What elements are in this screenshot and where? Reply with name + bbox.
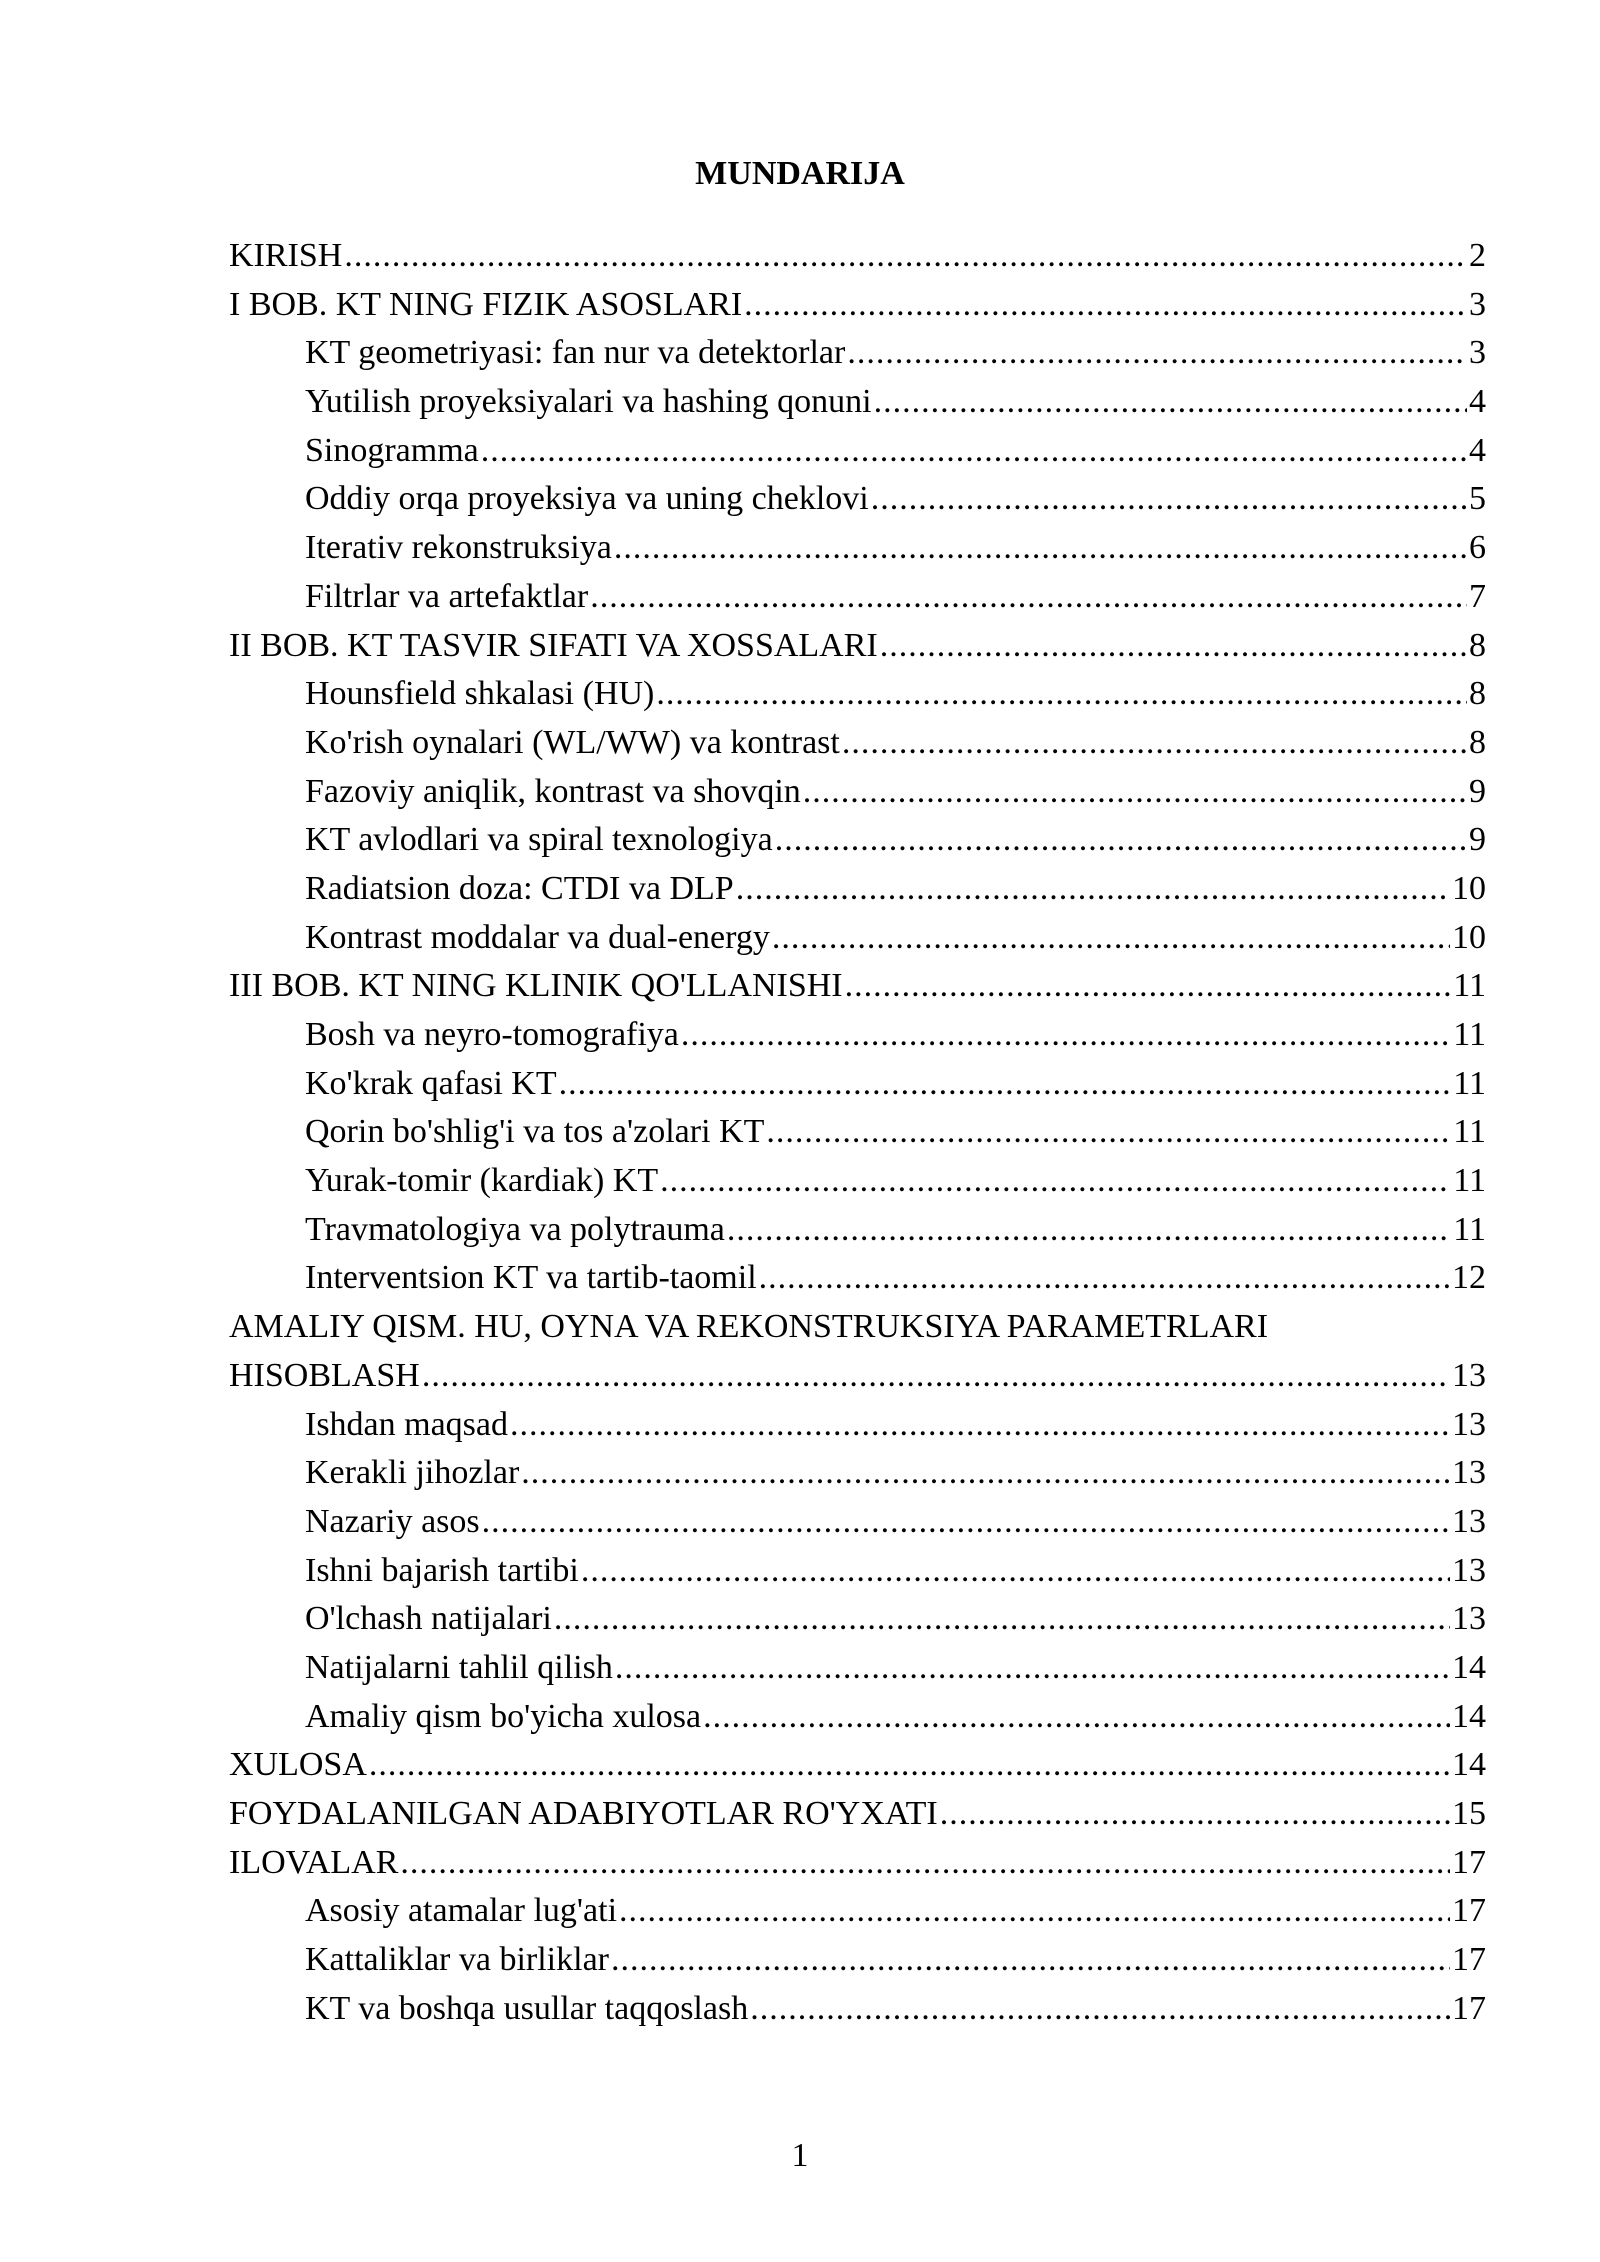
dot-leader xyxy=(803,768,1467,817)
dot-leader xyxy=(880,622,1467,671)
toc-entry-page-number: 8 xyxy=(1469,675,1486,713)
toc-entry-line xyxy=(305,1157,1486,1206)
toc-entry xyxy=(229,1547,1486,1596)
toc-entry xyxy=(229,1011,1486,1060)
dot-leader xyxy=(845,962,1452,1011)
toc-entry-line xyxy=(305,1060,1486,1109)
toc-entry-page-number: 12 xyxy=(1452,1259,1486,1297)
toc-entry-line xyxy=(305,329,1486,378)
toc-entry xyxy=(229,1936,1486,1985)
toc-entry-page-number: 2 xyxy=(1469,237,1486,274)
dot-leader xyxy=(772,914,1450,963)
dot-leader xyxy=(615,1644,1450,1693)
toc-entry-title: Ishdan maqsad xyxy=(305,1405,509,1443)
toc-entry xyxy=(229,1254,1486,1303)
dot-leader xyxy=(766,1108,1451,1157)
toc-entry-title: Filtrlar va artefaktlar xyxy=(305,577,589,615)
toc-entry-line xyxy=(305,524,1486,573)
toc-entry-line xyxy=(305,1936,1486,1985)
toc-entry-line xyxy=(229,1839,1486,1888)
toc-entry-line xyxy=(229,1790,1486,1839)
toc-entry-page-number: 13 xyxy=(1452,1356,1486,1394)
toc-entry-title: KT avlodlari va spiral texnologiya xyxy=(305,821,773,859)
toc-entry-page-number: 5 xyxy=(1469,480,1486,518)
toc-entry-page-number: 14 xyxy=(1452,1697,1486,1735)
toc-entry xyxy=(229,1060,1486,1109)
dot-leader xyxy=(842,719,1467,768)
dot-leader xyxy=(611,1936,1450,1985)
toc-entry-line xyxy=(229,1352,1486,1401)
toc-entry xyxy=(229,475,1486,524)
dot-leader xyxy=(554,1595,1450,1644)
toc-entry-line xyxy=(305,768,1486,817)
toc-entry-line xyxy=(229,962,1486,1011)
dot-leader xyxy=(656,670,1467,719)
toc-entry-page-number: 13 xyxy=(1452,1405,1486,1443)
toc-entry-page-number: 14 xyxy=(1452,1746,1486,1784)
toc-entry-title: HISOBLASH xyxy=(229,1356,420,1394)
toc-entry-line xyxy=(305,378,1486,427)
toc-entry xyxy=(229,573,1486,622)
toc-entry-title: Ko'rish oynalari (WL/WW) va kontrast xyxy=(305,723,840,761)
page-title: MUNDARIJA xyxy=(695,155,905,192)
toc-entry-page-number: 3 xyxy=(1469,334,1486,372)
dot-leader xyxy=(559,1060,1452,1109)
toc-entry-title: Iterativ rekonstruksiya xyxy=(305,529,612,567)
toc-entry-page-number: 14 xyxy=(1452,1648,1486,1686)
toc-entry-line xyxy=(305,670,1486,719)
toc-entry xyxy=(229,1157,1486,1206)
dot-leader xyxy=(750,1985,1450,2034)
toc-entry-line xyxy=(305,1595,1486,1644)
toc-entry-page-number: 6 xyxy=(1469,529,1486,567)
toc-entry-line xyxy=(305,1254,1486,1303)
dot-leader xyxy=(481,427,1467,476)
toc-entry-line xyxy=(305,573,1486,622)
dot-leader xyxy=(871,475,1467,524)
toc-entry xyxy=(229,427,1486,476)
toc-entry-title: Radiatsion doza: CTDI va DLP xyxy=(305,869,734,907)
dot-leader xyxy=(660,1157,1451,1206)
toc-entry xyxy=(229,281,1486,330)
toc-entry-title: ILOVALAR xyxy=(229,1843,399,1881)
toc-entry xyxy=(229,622,1486,671)
toc-entry xyxy=(229,1206,1486,1255)
toc-entry xyxy=(229,1595,1486,1644)
toc-entry-title: KIRISH xyxy=(229,237,343,274)
toc-entry-page-number: 17 xyxy=(1452,1989,1486,2027)
toc-entry xyxy=(229,719,1486,768)
toc-entry-title: Amaliy qism bo'yicha xulosa xyxy=(305,1697,702,1735)
toc-entry-line xyxy=(305,1498,1486,1547)
toc-entry xyxy=(229,914,1486,963)
toc-entry-title: Ishni bajarish tartibi xyxy=(305,1551,579,1589)
toc-entry-title: Asosiy atamalar lug'ati xyxy=(305,1892,618,1930)
toc-entry xyxy=(229,1303,1486,1400)
dot-leader xyxy=(521,1449,1450,1498)
toc-entry xyxy=(229,524,1486,573)
toc-entry-line xyxy=(229,232,1486,281)
dot-leader xyxy=(744,281,1467,330)
toc-entry-line xyxy=(229,1741,1486,1790)
toc-entry-page-number: 17 xyxy=(1452,1941,1486,1979)
dot-leader xyxy=(847,329,1467,378)
dot-leader xyxy=(369,1741,1450,1790)
toc-entry-page-number: 4 xyxy=(1469,383,1486,421)
toc-entry-page-number: 11 xyxy=(1453,1162,1486,1200)
toc-entry-title: Natijalarni tahlil qilish xyxy=(305,1648,613,1686)
toc-entry-title: I BOB. KT NING FIZIK ASOSLARI xyxy=(229,285,743,323)
toc-entry-title: KT geometriyasi: fan nur va detektorlar xyxy=(305,334,846,372)
toc-entry-line xyxy=(305,1401,1486,1450)
toc-entry-title: Yurak-tomir (kardiak) KT xyxy=(305,1162,659,1200)
toc-entry-line xyxy=(305,865,1486,914)
toc-entry xyxy=(229,1985,1486,2034)
toc-entry xyxy=(229,232,1486,281)
toc-entry-line xyxy=(305,1206,1486,1255)
page-number: 1 xyxy=(791,2137,809,2174)
toc-entry-line xyxy=(305,1547,1486,1596)
dot-leader xyxy=(581,1547,1450,1596)
toc-entry xyxy=(229,1887,1486,1936)
toc-entry-title: III BOB. KT NING KLINIK QO'LLANISHI xyxy=(229,967,843,1005)
toc-entry xyxy=(229,768,1486,817)
toc-entry-line xyxy=(305,475,1486,524)
toc-entry-line xyxy=(305,1108,1486,1157)
dot-leader xyxy=(940,1790,1450,1839)
toc-entry-line xyxy=(305,914,1486,963)
toc-entry-title: Travmatologiya va polytrauma xyxy=(305,1210,725,1248)
dot-leader xyxy=(510,1401,1450,1450)
toc-entry-title: O'lchash natijalari xyxy=(305,1600,552,1638)
toc-entry-title: XULOSA xyxy=(229,1746,367,1784)
toc-entry xyxy=(229,816,1486,865)
toc-entry xyxy=(229,1790,1486,1839)
toc-entry-line xyxy=(305,427,1486,476)
toc-entry-title: Yutilish proyeksiyalari va hashing qonuni xyxy=(305,383,872,421)
toc-entry xyxy=(229,1108,1486,1157)
toc-entry-title: Oddiy orqa proyeksiya va uning cheklovi xyxy=(305,480,869,518)
toc-entry xyxy=(229,1693,1486,1742)
toc-entry-page-number: 9 xyxy=(1469,821,1486,859)
toc-entry-page-number: 3 xyxy=(1469,285,1486,323)
toc-entry-title: Hounsfield shkalasi (HU) xyxy=(305,675,655,713)
toc-entry-page-number: 11 xyxy=(1453,967,1486,1005)
toc-entry-title: Bosh va neyro-tomografiya xyxy=(305,1016,679,1053)
dot-leader xyxy=(422,1352,1450,1401)
toc-entry-page-number: 10 xyxy=(1452,869,1486,907)
toc-entry-line xyxy=(229,622,1486,671)
dot-leader xyxy=(482,1498,1450,1547)
dot-leader xyxy=(759,1254,1450,1303)
toc-entry-page-number: 4 xyxy=(1469,431,1486,469)
toc-entry-page-number: 11 xyxy=(1453,1016,1486,1053)
toc-entry xyxy=(229,1644,1486,1693)
toc-entry xyxy=(229,329,1486,378)
toc-entry-title: Ko'krak qafasi KT xyxy=(305,1064,557,1102)
toc-entry-line xyxy=(305,1693,1486,1742)
toc-entry-page-number: 11 xyxy=(1453,1113,1486,1151)
toc-entry-line xyxy=(305,816,1486,865)
toc-entry-title: Fazoviy aniqlik, kontrast va shovqin xyxy=(305,772,801,810)
dot-leader xyxy=(703,1693,1450,1742)
toc-entry xyxy=(229,865,1486,914)
toc-entry-title: KT va boshqa usullar taqqoslash xyxy=(305,1989,749,2027)
toc-entry-title: Interventsion KT va tartib-taomil xyxy=(305,1259,757,1297)
toc-entry xyxy=(229,962,1486,1011)
toc-entry-title: Kontrast moddalar va dual-energy xyxy=(305,918,770,956)
toc-entry-line xyxy=(305,1644,1486,1693)
dot-leader xyxy=(681,1011,1451,1060)
toc-entry-page-number: 13 xyxy=(1452,1502,1486,1540)
toc-entry-title: Qorin bo'shlig'i va tos a'zolari KT xyxy=(305,1113,765,1151)
toc-entry xyxy=(229,378,1486,427)
toc-entry-page-number: 11 xyxy=(1453,1210,1486,1248)
toc-entry-page-number: 13 xyxy=(1452,1551,1486,1589)
toc-entry-page-number: 10 xyxy=(1452,918,1486,956)
toc-entry xyxy=(229,1498,1486,1547)
toc-entry-page-number: 8 xyxy=(1469,626,1486,664)
dot-leader xyxy=(727,1206,1451,1255)
toc-entry-page-number: 9 xyxy=(1469,772,1486,810)
dot-leader xyxy=(619,1887,1450,1936)
toc-entry xyxy=(229,1401,1486,1450)
toc-entry-page-number: 15 xyxy=(1452,1795,1486,1833)
toc-entry-title: Kattaliklar va birliklar xyxy=(305,1941,609,1979)
toc-entry-title: Nazariy asos xyxy=(305,1502,480,1540)
table-of-contents xyxy=(229,232,1486,2033)
toc-entry-page-number: 8 xyxy=(1469,723,1486,761)
toc-entry-title-line1: AMALIY QISM. HU, OYNA VA REKONSTRUKSIYA PARAMETRLARI xyxy=(229,1308,1269,1346)
toc-entry-line xyxy=(229,281,1486,330)
toc-entry-page-number: 17 xyxy=(1452,1843,1486,1881)
toc-entry-page-number: 13 xyxy=(1452,1454,1486,1492)
toc-entry-page-number: 17 xyxy=(1452,1892,1486,1930)
toc-entry xyxy=(229,670,1486,719)
toc-entry xyxy=(229,1449,1486,1498)
toc-entry-title: Kerakli jihozlar xyxy=(305,1454,520,1492)
toc-entry-line xyxy=(305,1985,1486,2034)
toc-entry-line xyxy=(305,1887,1486,1936)
dot-leader xyxy=(344,232,1467,281)
toc-entry-title: II BOB. KT TASVIR SIFATI VA XOSSALARI xyxy=(229,626,878,664)
dot-leader xyxy=(775,816,1467,865)
toc-entry-title: FOYDALANILGAN ADABIYOTLAR RO'YXATI xyxy=(229,1795,938,1833)
dot-leader xyxy=(874,378,1467,427)
toc-entry-line xyxy=(305,719,1486,768)
dot-leader xyxy=(736,865,1450,914)
toc-entry-title: Sinogramma xyxy=(305,431,479,469)
toc-entry-page-number: 13 xyxy=(1452,1600,1486,1638)
dot-leader xyxy=(614,524,1467,573)
toc-entry xyxy=(229,1741,1486,1790)
toc-entry-page-number: 11 xyxy=(1453,1064,1486,1102)
dot-leader xyxy=(590,573,1467,622)
dot-leader xyxy=(400,1839,1450,1888)
toc-entry-page-number: 7 xyxy=(1469,577,1486,615)
toc-entry-line xyxy=(305,1449,1486,1498)
toc-entry-line xyxy=(305,1011,1486,1060)
toc-entry xyxy=(229,1839,1486,1888)
